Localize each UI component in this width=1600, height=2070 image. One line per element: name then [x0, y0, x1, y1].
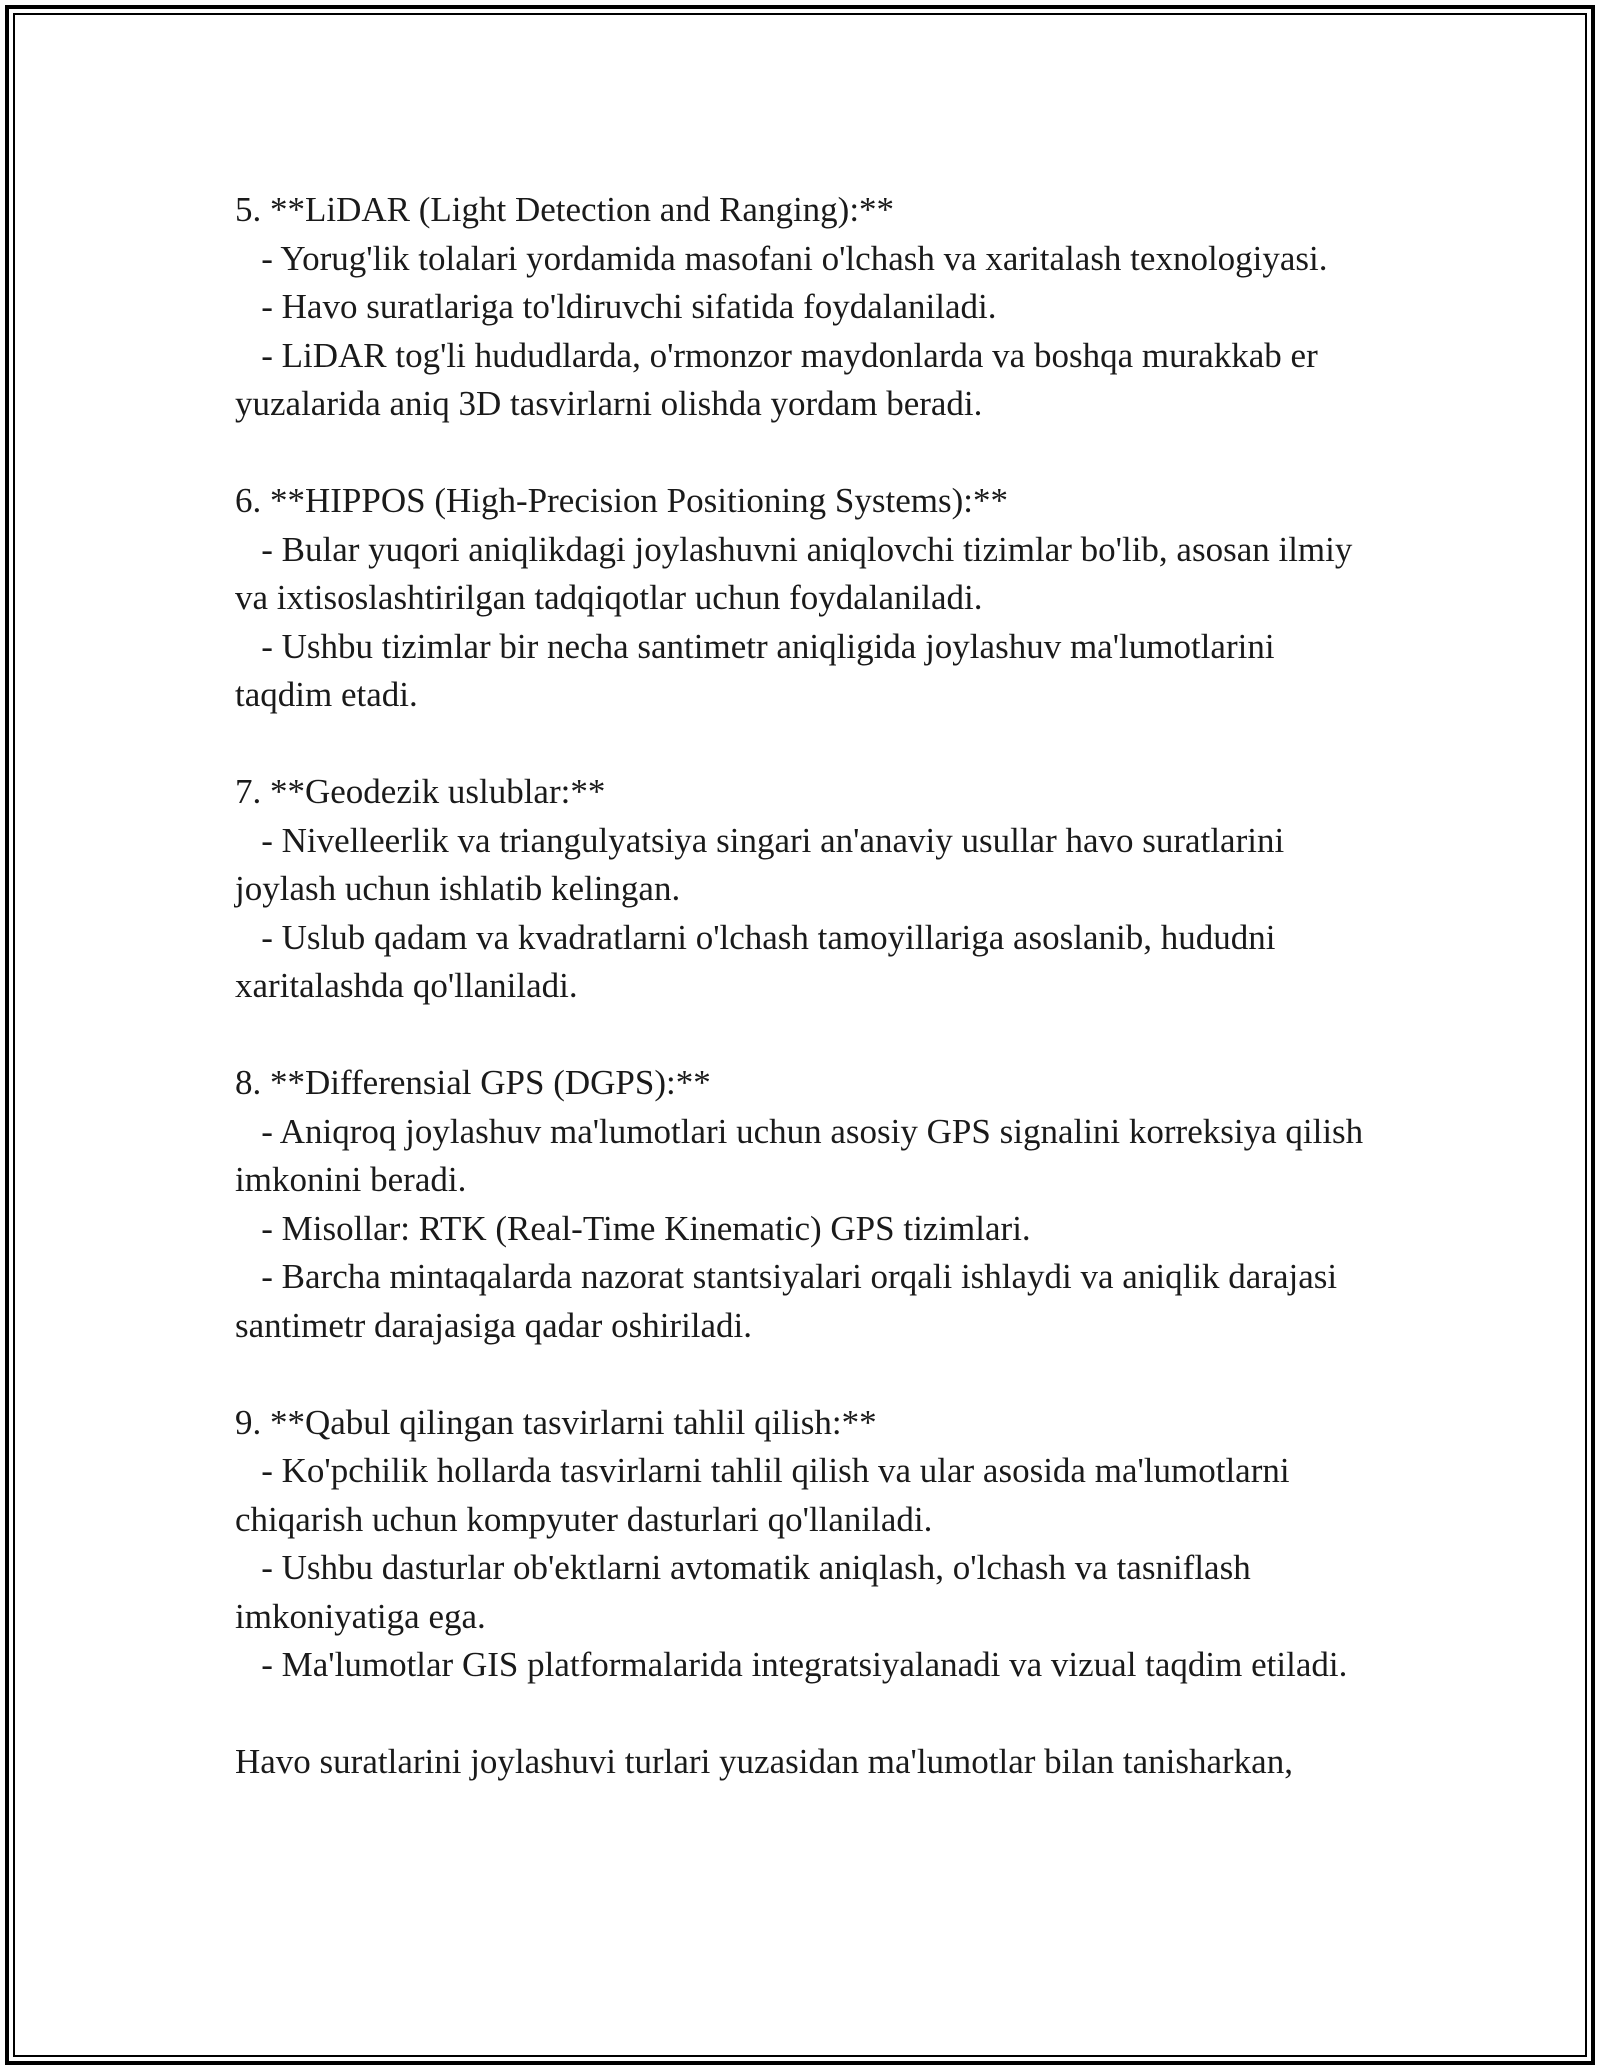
list-item: - LiDAR tog'li hududlarda, o'rmonzor maydonlarda va boshqa murakkab er yuzalarida aniq 3D tasvirlarni olishda yordam beradi. — [235, 335, 1327, 423]
section-image-analysis — [235, 1399, 1365, 1690]
list-item: - Uslub qadam va kvadratlarni o'lchash tamoyillariga asoslanib, hududni xaritalashda qo'llaniladi. — [235, 917, 1285, 1005]
document-body — [235, 186, 1372, 1787]
section-heading: 6. **HIPPOS (High-Precision Positioning Systems):** — [235, 481, 1008, 520]
list-item: - Misollar: RTK (Real-Time Kinematic) GPS tizimlari. — [235, 1208, 1031, 1248]
list-item: - Ma'lumotlar GIS platformalarida integratsiyalanadi va vizual taqdim etiladi. — [235, 1645, 1348, 1684]
list-item: - Havo suratlariga to'ldiruvchi sifatida foydalaniladi. — [235, 287, 997, 326]
section-heading: 5. **LiDAR (Light Detection and Ranging):** — [235, 190, 895, 229]
section-hippos — [235, 477, 1365, 720]
list-item: - Barcha mintaqalarda nazorat stantsiyalari orqali ishlaydi va aniqlik darajasi santimetr darajasiga qadar oshiriladi. — [235, 1257, 1346, 1345]
list-item: - Ko'pchilik hollarda tasvirlarni tahlil qilish va ular asosida ma'lumotlarni chiqarish uchun kompyuter dasturlari qo'llaniladi. — [235, 1451, 1299, 1539]
list-item: - Yorug'lik tolalari yordamida masofani o'lchash va xaritalash texnologiyasi. — [235, 238, 1328, 278]
list-item: - Ushbu dasturlar ob'ektlarni avtomatik aniqlash, o'lchash va tasniflash imkoniyatiga ega. — [235, 1548, 1260, 1636]
list-item: - Ushbu tizimlar bir necha santimetr aniqligida joylashuv ma'lumotlarini taqdim etadi. — [235, 626, 1284, 714]
list-item: - Bular yuqori aniqlikdagi joylashuvni aniqlovchi tizimlar bo'lib, asosan ilmiy va ixtisoslashtirilgan tadqiqotlar uchun foydalaniladi. — [235, 529, 1362, 617]
list-item: - Nivelleerlik va triangulyatsiya singari an'anaviy usullar havo suratlarini joylash uchun ishlatib kelingan. — [235, 820, 1293, 908]
section-heading: 8. **Differensial GPS (DGPS):** — [235, 1063, 711, 1102]
section-geodezik — [235, 768, 1365, 1011]
section-heading: 9. **Qabul qilingan tasvirlarni tahlil qilish:** — [235, 1402, 877, 1442]
closing-paragraph: Havo suratlarini joylashuvi turlari yuzasidan ma'lumotlar bilan tanisharkan, — [235, 1742, 1293, 1781]
list-item: - Aniqroq joylashuv ma'lumotlari uchun asosiy GPS signalini korreksiya qilish imkonini beradi. — [235, 1111, 1372, 1199]
section-dgps — [235, 1059, 1372, 1350]
section-lidar — [235, 186, 1365, 429]
section-heading: 7. **Geodezik uslublar:** — [235, 772, 606, 811]
